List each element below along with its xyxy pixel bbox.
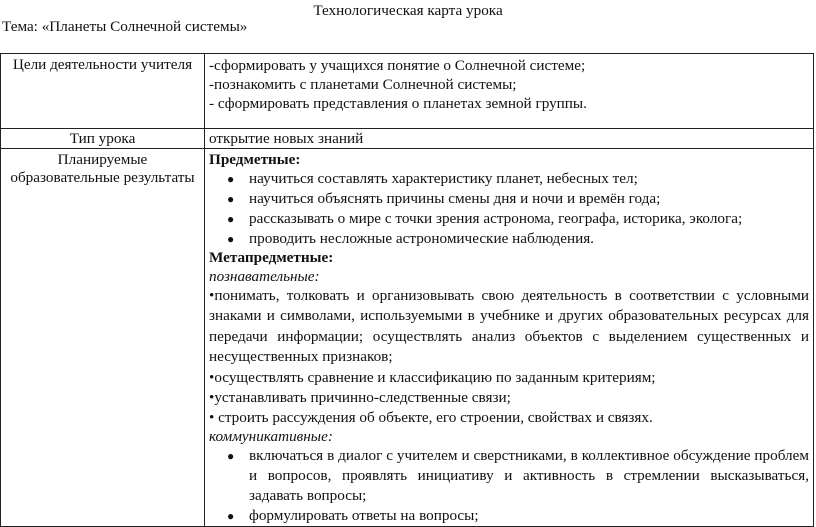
subject-results-list (209, 169, 809, 249)
results-row (1, 149, 814, 527)
bullet-icon: ● (227, 212, 235, 227)
cognitive-line: •осуществлять сравнение и классификацию по заданным критериям; (209, 368, 656, 386)
goals-label: Цели деятельности учителя (1, 54, 205, 129)
bullet-icon: ● (227, 192, 235, 207)
goals-row (1, 54, 814, 129)
communicative-heading: коммуникативные: (209, 427, 333, 445)
list-item: ● научиться объяснять причины смены дня и ночи и времён года; (227, 190, 661, 208)
document-title: Технологическая карта урока (313, 2, 503, 19)
results-cell (205, 149, 814, 527)
results-label: Планируемые образовательные результаты (1, 149, 205, 527)
lesson-type-row (1, 129, 814, 149)
cognitive-line: • строить рассуждения об объекте, его строении, свойствах и связях. (209, 408, 653, 426)
list-item: ● включаться в диалог с учителем и сверстниками, в коллективное обсуждение проблем и вопросов, проявлять инициативу и активность в стремлении высказываться, задавать вопросы; (227, 447, 809, 505)
list-item: ● рассказывать о мире с точки зрения астронома, географа, историка, эколога; (227, 210, 743, 228)
list-item: ● проводить несложные астрономические наблюдения. (227, 230, 594, 248)
list-item: ● научиться составлять характеристику планет, небесных тел; (227, 170, 638, 188)
goal-line: -познакомить с планетами Солнечной системы; (209, 76, 517, 93)
meta-results-heading: Метапредметные: (209, 249, 334, 267)
cognitive-line: •устанавливать причинно-следственные связи; (209, 388, 511, 406)
cognitive-line: •понимать, толковать и организовывать свою деятельность в соответствии с условными знаками и символами, используемыми в учебнике и других образовательных ресурсах для передачи информации; осуществлять анализ объектов с выделением существенных и несущественных признаков; (209, 286, 809, 366)
bullet-icon: ● (227, 172, 235, 187)
goal-line: - сформировать представления о планетах земной группы. (209, 95, 587, 112)
bullet-icon: ● (227, 232, 235, 247)
goals-cell (205, 54, 814, 129)
cognitive-heading: познавательные: (209, 267, 320, 285)
bullet-icon: ● (227, 449, 235, 464)
lesson-plan-table (0, 53, 814, 527)
goal-line: -сформировать у учащихся понятие о Солнечной системе; (209, 57, 586, 74)
subject-results-heading: Предметные: (209, 151, 301, 169)
bullet-icon: ● (227, 509, 235, 524)
lesson-type-value: открытие новых знаний (205, 129, 814, 149)
list-item: ● формулировать ответы на вопросы; (227, 507, 479, 525)
lesson-topic: Тема: «Планеты Солнечной системы» (2, 18, 248, 35)
lesson-type-label: Тип урока (1, 129, 205, 149)
communicative-results-list (209, 446, 809, 526)
